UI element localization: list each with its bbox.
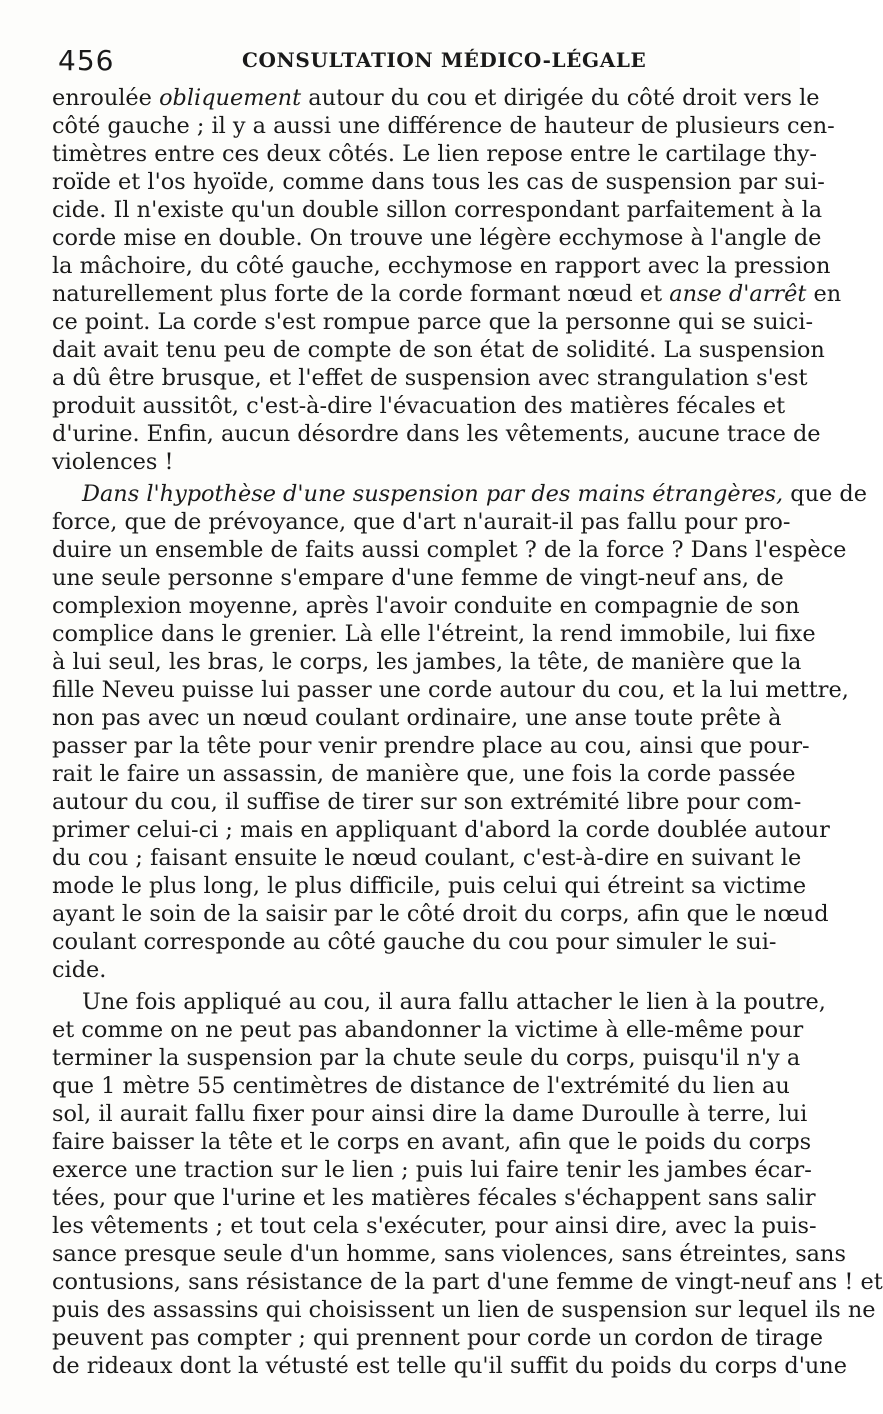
text-line — [52, 308, 814, 336]
line-text: peuvent pas compter ; qui prennent pour corde un cordon de tirage — [52, 1325, 824, 1351]
text-line — [52, 676, 849, 704]
paragraph — [52, 988, 883, 1380]
text-line — [52, 1352, 847, 1380]
line-text: contusions, sans résistance de la part d'une femme de vingt-neuf ans ! et — [52, 1269, 883, 1295]
paragraph — [52, 84, 842, 476]
line-text: rait le faire un assassin, de manière que, une fois la corde passée — [52, 761, 796, 787]
line-text: cide. Il n'existe qu'un double sillon correspondant parfaitement à la — [52, 197, 823, 223]
line-text: passer par la tête pour venir prendre place au cou, ainsi que pour- — [52, 733, 810, 759]
line-text: côté gauche ; il y a aussi une différence de hauteur de plusieurs cen- — [52, 113, 835, 139]
text-line — [52, 956, 758, 984]
text-line — [52, 1100, 808, 1128]
text-line — [52, 1324, 824, 1352]
line-text: fille Neveu puisse lui passer une corde autour du cou, et la lui mettre, — [52, 677, 849, 703]
text-line — [52, 224, 822, 252]
text-line — [52, 648, 802, 676]
line-text: cide. — [52, 957, 107, 983]
line-text: sance presque seule d'un homme, sans violences, sans étreintes, sans — [52, 1241, 846, 1267]
text-line — [52, 732, 810, 760]
line-text: et comme on ne peut pas abandonner la victime à elle-même pour — [52, 1017, 804, 1043]
line-text: violences ! — [52, 449, 174, 475]
text-line — [52, 1296, 876, 1324]
line-text: produit aussitôt, c'est-à-dire l'évacuation des matières fécales et — [52, 393, 786, 419]
line-text: dait avait tenu peu de compte de son état de solidité. La suspension — [52, 337, 825, 363]
text-line — [52, 1240, 846, 1268]
line-text: d'urine. Enfin, aucun désordre dans les vêtements, aucune trace de — [52, 421, 821, 447]
line-text: corde mise en double. On trouve une légère ecchymose à l'angle de — [52, 225, 822, 251]
paragraph — [52, 480, 867, 984]
line-text: que de — [783, 481, 867, 507]
text-line — [52, 988, 826, 1016]
line-text: a dû être brusque, et l'effet de suspension avec strangulation s'est — [52, 365, 808, 391]
line-text: complexion moyenne, après l'avoir conduite en compagnie de son — [52, 593, 800, 619]
text-line — [52, 704, 782, 732]
line-text: roïde et l'os hyoïde, comme dans tous les cas de suspension par sui- — [52, 169, 825, 195]
line-text: Une fois appliqué au cou, il aura fallu attacher le lien à la poutre, — [82, 989, 826, 1015]
line-text: exerce une traction sur le lien ; puis lui faire tenir les jambes écar- — [52, 1157, 812, 1183]
text-line — [52, 816, 830, 844]
text-line — [52, 84, 820, 112]
line-text: puis des assassins qui choisissent un lien de suspension sur lequel ils ne — [52, 1297, 876, 1323]
italic-text: Dans l'hypothèse d'une suspension par des mains étrangères, — [82, 481, 784, 507]
text-line — [52, 112, 835, 140]
text-line — [52, 1016, 804, 1044]
line-text: mode le plus long, le plus difficile, puis celui qui étreint sa victime — [52, 873, 807, 899]
page-number: 456 — [58, 44, 115, 77]
line-text: complice dans le grenier. Là elle l'étreint, la rend immobile, lui fixe — [52, 621, 816, 647]
text-line — [52, 536, 847, 564]
text-line — [52, 140, 817, 168]
line-text: autour du cou, il suffise de tirer sur son extrémité libre pour com- — [52, 789, 802, 815]
text-line — [52, 564, 784, 592]
line-text: primer celui-ci ; mais en appliquant d'abord la corde doublée autour — [52, 817, 830, 843]
line-text: enroulée — [52, 85, 160, 111]
text-line — [52, 336, 825, 364]
line-text: timètres entre ces deux côtés. Le lien repose entre le cartilage thy- — [52, 141, 817, 167]
italic-text: obliquement — [159, 85, 302, 111]
text-line — [52, 1128, 812, 1156]
running-head: CONSULTATION MÉDICO-LÉGALE — [242, 48, 647, 72]
line-text: duire un ensemble de faits aussi complet ? de la force ? Dans l'espèce — [52, 537, 847, 563]
line-text: ce point. La corde s'est rompue parce que la personne qui se suici- — [52, 309, 814, 335]
text-line — [52, 844, 802, 872]
text-line — [52, 252, 831, 280]
text-line — [52, 1184, 816, 1212]
text-line — [52, 928, 777, 956]
line-text: de rideaux dont la vétusté est telle qu'il suffit du poids du corps d'une — [52, 1353, 847, 1379]
line-text: les vêtements ; et tout cela s'exécuter, pour ainsi dire, avec la puis- — [52, 1213, 817, 1239]
line-text: force, que de prévoyance, que d'art n'aurait-il pas fallu pour pro- — [52, 509, 791, 535]
line-text: sol, il aurait fallu fixer pour ainsi dire la dame Duroulle à terre, lui — [52, 1101, 808, 1127]
text-line — [52, 900, 829, 928]
line-text: une seule personne s'empare d'une femme de vingt-neuf ans, de — [52, 565, 784, 591]
text-line — [52, 788, 802, 816]
line-text: terminer la suspension par la chute seule du corps, puisqu'il n'y a — [52, 1045, 801, 1071]
text-line — [52, 872, 807, 900]
text-line — [52, 280, 842, 308]
line-text: faire baisser la tête et le corps en avant, afin que le poids du corps — [52, 1129, 812, 1155]
text-line — [52, 592, 800, 620]
text-line — [52, 364, 808, 392]
text-line — [52, 760, 796, 788]
line-text: à lui seul, les bras, le corps, les jambes, la tête, de manière que la — [52, 649, 802, 675]
text-line — [52, 168, 825, 196]
line-text: non pas avec un nœud coulant ordinaire, une anse toute prête à — [52, 705, 782, 731]
text-line — [52, 1212, 817, 1240]
text-line — [52, 1044, 801, 1072]
text-line — [52, 1156, 812, 1184]
line-text: ayant le soin de la saisir par le côté droit du corps, afin que le nœud — [52, 901, 829, 927]
text-line — [52, 448, 758, 476]
text-line — [52, 196, 823, 224]
line-text: coulant corresponde au côté gauche du cou pour simuler le sui- — [52, 929, 777, 955]
text-line — [52, 508, 791, 536]
line-text: la mâchoire, du côté gauche, ecchymose en rapport avec la pression — [52, 253, 831, 279]
line-text: tées, pour que l'urine et les matières fécales s'échappent sans salir — [52, 1185, 816, 1211]
text-line — [52, 420, 821, 448]
line-text: du cou ; faisant ensuite le nœud coulant, c'est-à-dire en suivant le — [52, 845, 802, 871]
body-text — [52, 84, 883, 1380]
line-text: que 1 mètre 55 centimètres de distance de l'extrémité du lien au — [52, 1073, 790, 1099]
italic-text: anse d'arrêt — [669, 281, 807, 307]
text-line — [52, 1268, 883, 1296]
text-line — [52, 1072, 790, 1100]
text-line — [52, 392, 786, 420]
line-text: autour du cou et dirigée du côté droit vers le — [301, 85, 820, 111]
text-line — [52, 480, 867, 508]
line-text: naturellement plus forte de la corde formant nœud et — [52, 281, 670, 307]
page-header — [52, 42, 760, 82]
text-line — [52, 620, 816, 648]
line-text: en — [806, 281, 842, 307]
